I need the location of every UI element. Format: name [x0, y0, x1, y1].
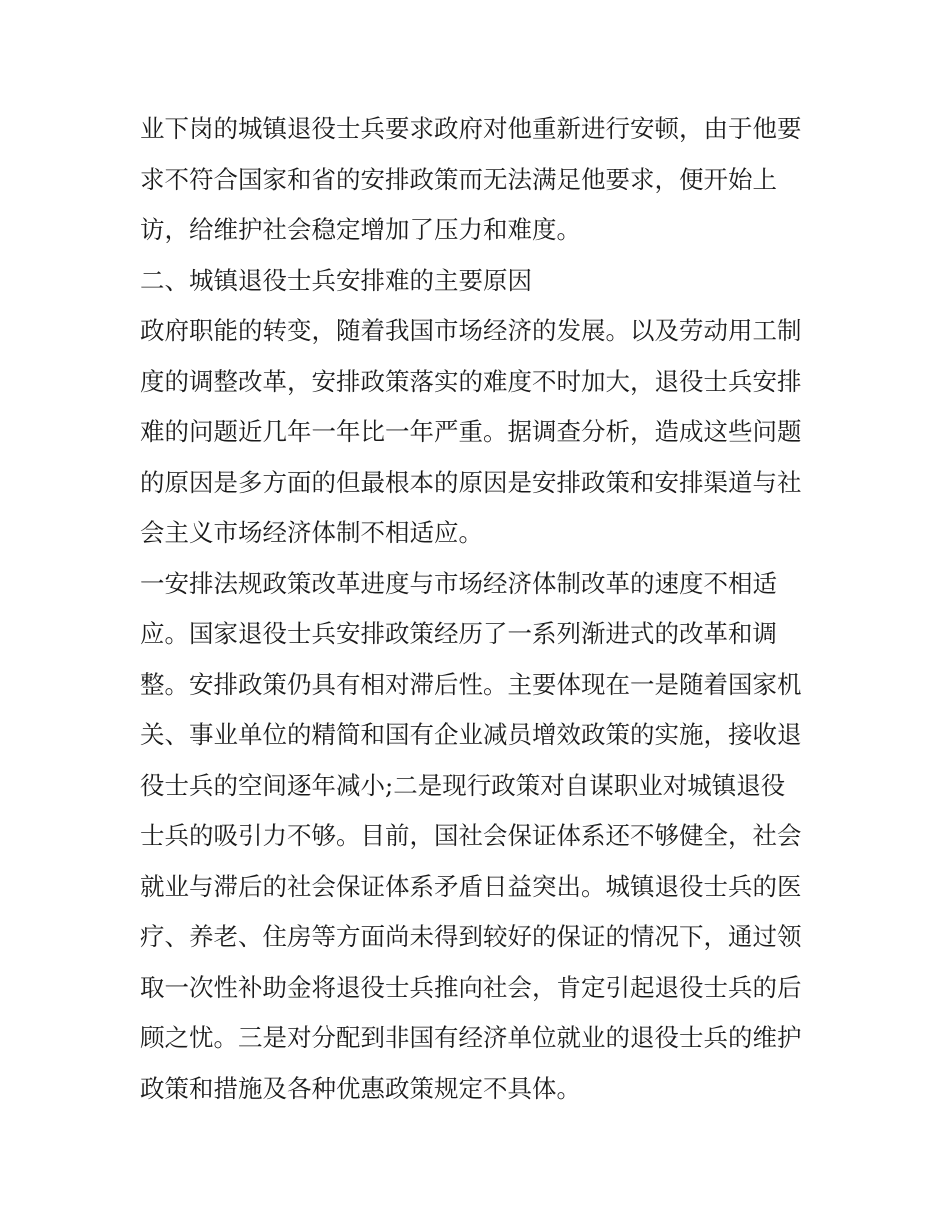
- text-line: 取一次性补助金将退役士兵推向社会，肯定引起退役士兵的后: [140, 972, 802, 1002]
- text-line: 难的问题近几年一年比一年严重。据调查分析，造成这些问题: [140, 417, 802, 446]
- text-line: 关、事业单位的精简和国有企业减员增效政策的实施，接收退: [140, 720, 802, 749]
- text-line: 度的调整改革，安排政策落实的难度不时加大，退役士兵安排: [140, 366, 802, 396]
- document-body: [140, 104, 815, 1114]
- text-line: 政府职能的转变，随着我国市场经济的发展。以及劳动用工制: [140, 316, 802, 345]
- text-line: 就业与滞后的社会保证体系矛盾日益突出。城镇退役士兵的医: [140, 871, 802, 901]
- text-line: 政策和措施及各种优惠政策规定不具体。: [140, 1073, 581, 1103]
- text-line: 会主义市场经济体制不相适应。: [140, 518, 483, 547]
- text-line: 役士兵的空间逐年减小;二是现行政策对自谋职业对城镇退役: [140, 770, 786, 800]
- text-line: 应。国家退役士兵安排政策经历了一系列渐进式的改革和调: [140, 619, 777, 648]
- text-line: 顾之忧。三是对分配到非国有经济单位就业的退役士兵的维护: [140, 1023, 802, 1052]
- text-line: 一安排法规政策改革进度与市场经济体制改革的速度不相适: [140, 568, 777, 598]
- text-line: 的原因是多方面的但最根本的原因是安排政策和安排渠道与社: [140, 467, 802, 497]
- text-line: 士兵的吸引力不够。目前，国社会保证体系还不够健全，社会: [140, 821, 802, 850]
- text-line: 求不符合国家和省的安排政策而无法满足他要求，便开始上: [140, 164, 777, 194]
- section-heading: 二、城镇退役士兵安排难的主要原因: [140, 265, 532, 295]
- text-line: 业下岗的城镇退役士兵要求政府对他重新进行安顿，由于他要: [140, 114, 802, 143]
- text-line: 整。安排政策仍具有相对滞后性。主要体现在一是随着国家机: [140, 669, 802, 699]
- text-line: 访，给维护社会稳定增加了压力和难度。: [140, 215, 581, 244]
- text-line: 疗、养老、住房等方面尚未得到较好的保证的情况下，通过领: [140, 922, 802, 951]
